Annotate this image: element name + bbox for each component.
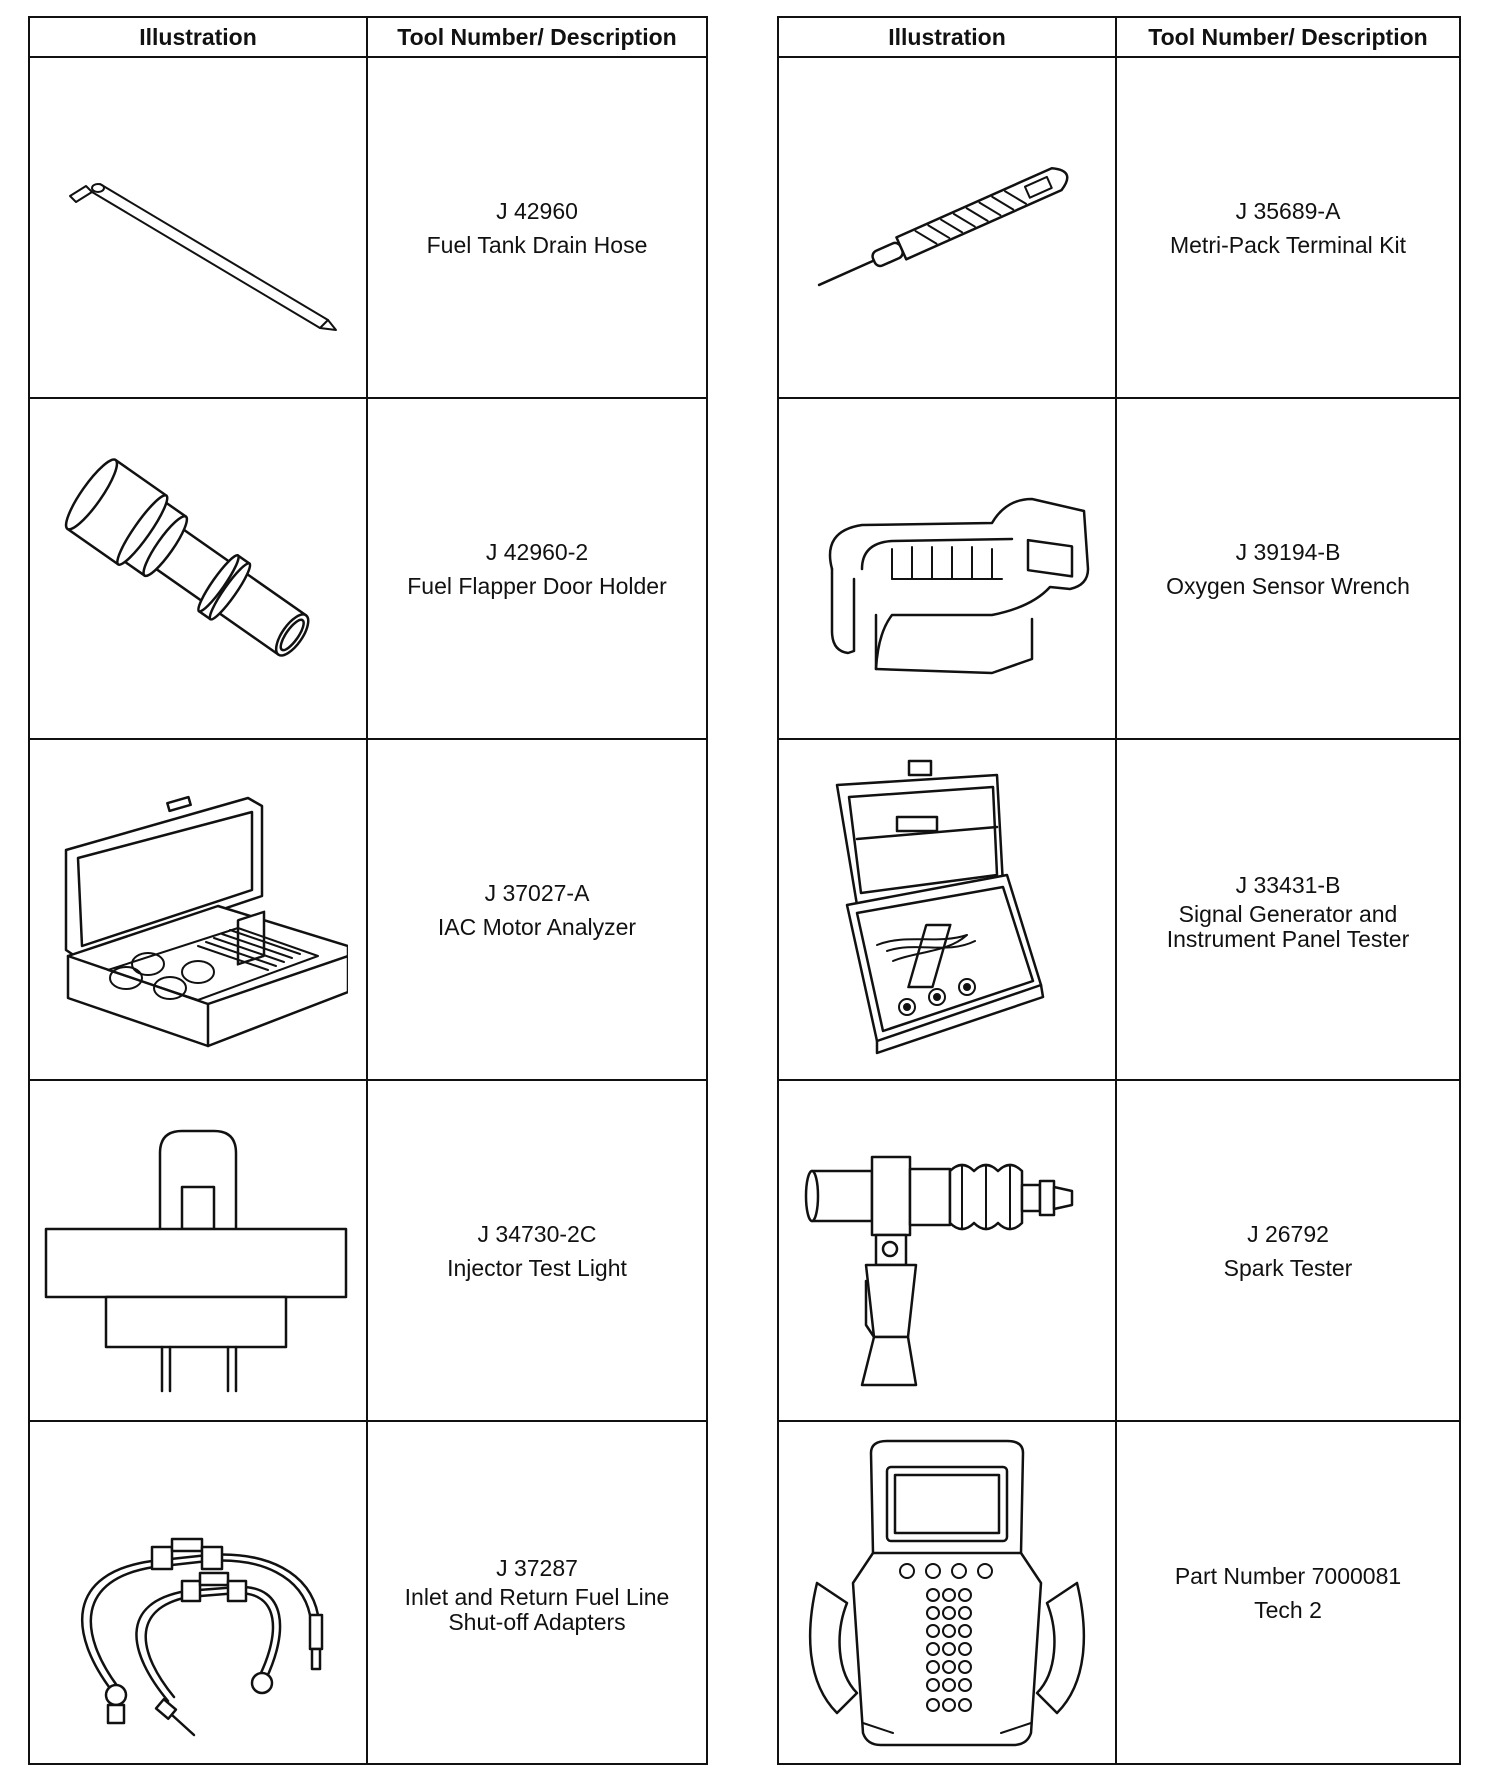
tool-description-cell <box>368 399 706 738</box>
table-header <box>30 18 706 58</box>
table-row <box>779 1081 1459 1422</box>
tool-description: Metri-Pack Terminal Kit <box>1169 231 1407 258</box>
illustration-cell <box>30 1422 368 1763</box>
tech2-scanner-icon <box>797 1433 1097 1753</box>
table-row <box>30 399 706 740</box>
tool-description: Fuel Flapper Door Holder <box>407 572 667 599</box>
tool-description-cell <box>368 58 706 397</box>
illustration-cell <box>779 58 1117 397</box>
header-illustration: Illustration <box>30 18 368 56</box>
tool-description: Injector Test Light <box>447 1254 627 1281</box>
illustration-cell <box>779 1081 1117 1420</box>
tool-description-cell <box>1117 740 1459 1079</box>
table-row <box>30 740 706 1081</box>
illustration-cell <box>30 740 368 1079</box>
illustration-cell <box>779 1422 1117 1763</box>
illustration-cell <box>779 740 1117 1079</box>
tool-description: Oxygen Sensor Wrench <box>1166 572 1410 599</box>
illustration-cell <box>30 58 368 397</box>
tool-description: Tech 2 <box>1254 1596 1322 1623</box>
tool-number: Part Number 7000081 <box>1174 1562 1402 1589</box>
tool-description-cell <box>1117 399 1459 738</box>
tool-table-left <box>28 16 708 1765</box>
tool-number: J 37287 <box>496 1554 578 1581</box>
tool-number: J 26792 <box>1247 1220 1329 1247</box>
tool-description: Signal Generator and Instrument Panel Tester <box>1166 900 1410 952</box>
tool-description: Spark Tester <box>1223 1254 1353 1281</box>
table-header <box>779 18 1459 58</box>
tool-description-cell <box>368 1422 706 1763</box>
fuel-line-adapters-icon <box>48 1443 348 1743</box>
illustration-cell <box>779 399 1117 738</box>
drain-hose-icon <box>48 78 348 378</box>
header-illustration: Illustration <box>779 18 1117 56</box>
terminal-tool-icon <box>797 78 1097 378</box>
tool-number: J 39194-B <box>1235 538 1341 565</box>
illustration-cell <box>30 1081 368 1420</box>
tool-description-cell <box>368 740 706 1079</box>
table-row <box>30 58 706 399</box>
table-row <box>30 1422 706 1763</box>
spark-tester-icon <box>792 1101 1102 1401</box>
table-row <box>779 58 1459 399</box>
tool-description: IAC Motor Analyzer <box>437 913 637 940</box>
tool-number: J 35689-A <box>1235 197 1341 224</box>
iac-analyzer-case-icon <box>48 760 348 1060</box>
table-row <box>779 740 1459 1081</box>
signal-generator-case-icon <box>797 755 1097 1065</box>
tool-description-cell <box>368 1081 706 1420</box>
tool-description: Fuel Tank Drain Hose <box>426 231 648 258</box>
table-row <box>30 1081 706 1422</box>
tool-number: J 37027-A <box>484 879 590 906</box>
table-row <box>779 1422 1459 1763</box>
oxygen-sensor-wrench-icon <box>792 419 1102 719</box>
tool-description-cell <box>1117 1422 1459 1763</box>
header-tool-description: Tool Number/ Description <box>397 23 677 50</box>
tool-number: J 33431-B <box>1235 871 1341 898</box>
tool-number: J 34730-2C <box>477 1220 597 1247</box>
injector-test-light-icon <box>38 1101 358 1401</box>
illustration-cell <box>30 399 368 738</box>
tool-description-cell <box>1117 1081 1459 1420</box>
tool-description-cell <box>1117 58 1459 397</box>
tool-description: Inlet and Return Fuel Line Shut-off Adapters <box>404 1583 670 1635</box>
tool-number: J 42960 <box>496 197 578 224</box>
tool-table-right <box>777 16 1461 1765</box>
header-tool-description: Tool Number/ Description <box>1148 23 1428 50</box>
flapper-door-holder-icon <box>48 419 348 719</box>
table-row <box>779 399 1459 740</box>
tool-number: J 42960-2 <box>485 538 589 565</box>
